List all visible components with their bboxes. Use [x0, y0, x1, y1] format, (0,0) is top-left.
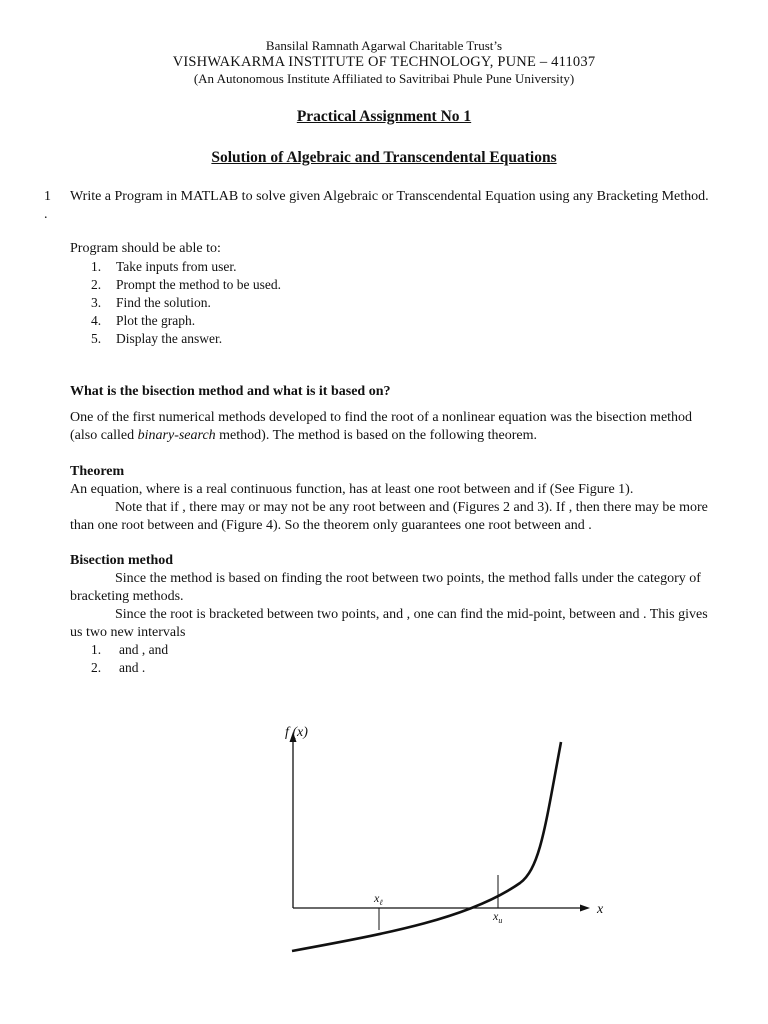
affiliation: (An Autonomous Institute Affiliated to Savitribai Phule Pune University)	[193, 71, 575, 86]
list-text: and .	[119, 660, 146, 675]
list-item	[91, 312, 281, 330]
list-text: Plot the graph.	[116, 313, 196, 328]
list-item	[91, 294, 281, 312]
list-number: 2.	[91, 660, 102, 675]
xu-label	[492, 909, 502, 925]
program-intro: Program should be able to:	[70, 241, 221, 256]
theorem-line: An equation, where is a real continuous function, has at least one root between and if (See Figure 1).	[70, 482, 634, 497]
list-item	[91, 659, 168, 677]
list-text: Take inputs from user.	[116, 259, 237, 274]
paragraph-text: One of the first numerical methods developed to find the root of a nonlinear equation was the bisection method (also called	[70, 410, 693, 443]
bisection-method-heading: Bisection method	[70, 553, 174, 568]
list-text: Display the answer.	[116, 331, 223, 346]
xl-label-main: x	[374, 891, 380, 905]
interval-list	[91, 641, 168, 677]
theorem-heading: Theorem	[70, 464, 125, 479]
bisection-method-p1: Since the method is based on finding the root between two points, the method falls under the category of bracketing methods.	[70, 571, 701, 604]
bisection-question-heading: What is the bisection method and what is it based on?	[70, 384, 391, 399]
x-axis-label: x	[597, 902, 604, 917]
xl-label-sub: ℓ	[379, 898, 383, 907]
xl-label	[373, 891, 383, 907]
italic-term: binary-search	[137, 428, 216, 443]
xu-label-main: x	[493, 909, 499, 923]
list-number: 2.	[91, 277, 102, 292]
list-number: 1.	[91, 259, 102, 274]
bisection-intro-paragraph	[70, 409, 716, 445]
list-number: 5.	[91, 331, 102, 346]
list-item	[91, 276, 281, 294]
function-curve	[292, 742, 561, 951]
bisection-figure	[270, 718, 620, 968]
list-text: and , and	[119, 642, 169, 657]
question-text: Write a Program in MATLAB to solve given Algebraic or Transcendental Equation using any Bracketing Method.	[70, 189, 709, 204]
paragraph-text: method). The method is based on the following theorem.	[215, 428, 537, 443]
list-text: Prompt the method to be used.	[116, 277, 281, 292]
list-text: Find the solution.	[116, 295, 211, 310]
list-item	[91, 258, 281, 276]
x-axis-arrow-icon	[580, 905, 590, 912]
question-number: 1 .	[44, 189, 51, 222]
list-item	[91, 330, 281, 348]
institute-name: VISHWAKARMA INSTITUTE OF TECHNOLOGY, PUNE – 411037	[172, 54, 596, 70]
trust-name: Bansilal Ramnath Agarwal Charitable Trust’s	[265, 38, 503, 53]
list-number: 3.	[91, 295, 102, 310]
subject-title: Solution of Algebraic and Transcendental Equations	[211, 149, 557, 166]
y-axis-label: f (x)	[285, 725, 308, 740]
list-number: 4.	[91, 313, 102, 328]
program-list	[91, 258, 281, 348]
bisection-method-p2: Since the root is bracketed between two points, and , one can find the mid-point, between and . This gives us two new intervals	[70, 607, 708, 640]
list-number: 1.	[91, 642, 102, 657]
assignment-title: Practical Assignment No 1	[296, 108, 472, 125]
theorem-note: Note that if , there may or may not be any root between and (Figures 2 and 3). If , then there may be more than one root between and (Figure 4). So the theorem only guarantees one root between and .	[70, 500, 708, 533]
xu-label-sub: u	[498, 916, 503, 925]
list-item	[91, 641, 168, 659]
